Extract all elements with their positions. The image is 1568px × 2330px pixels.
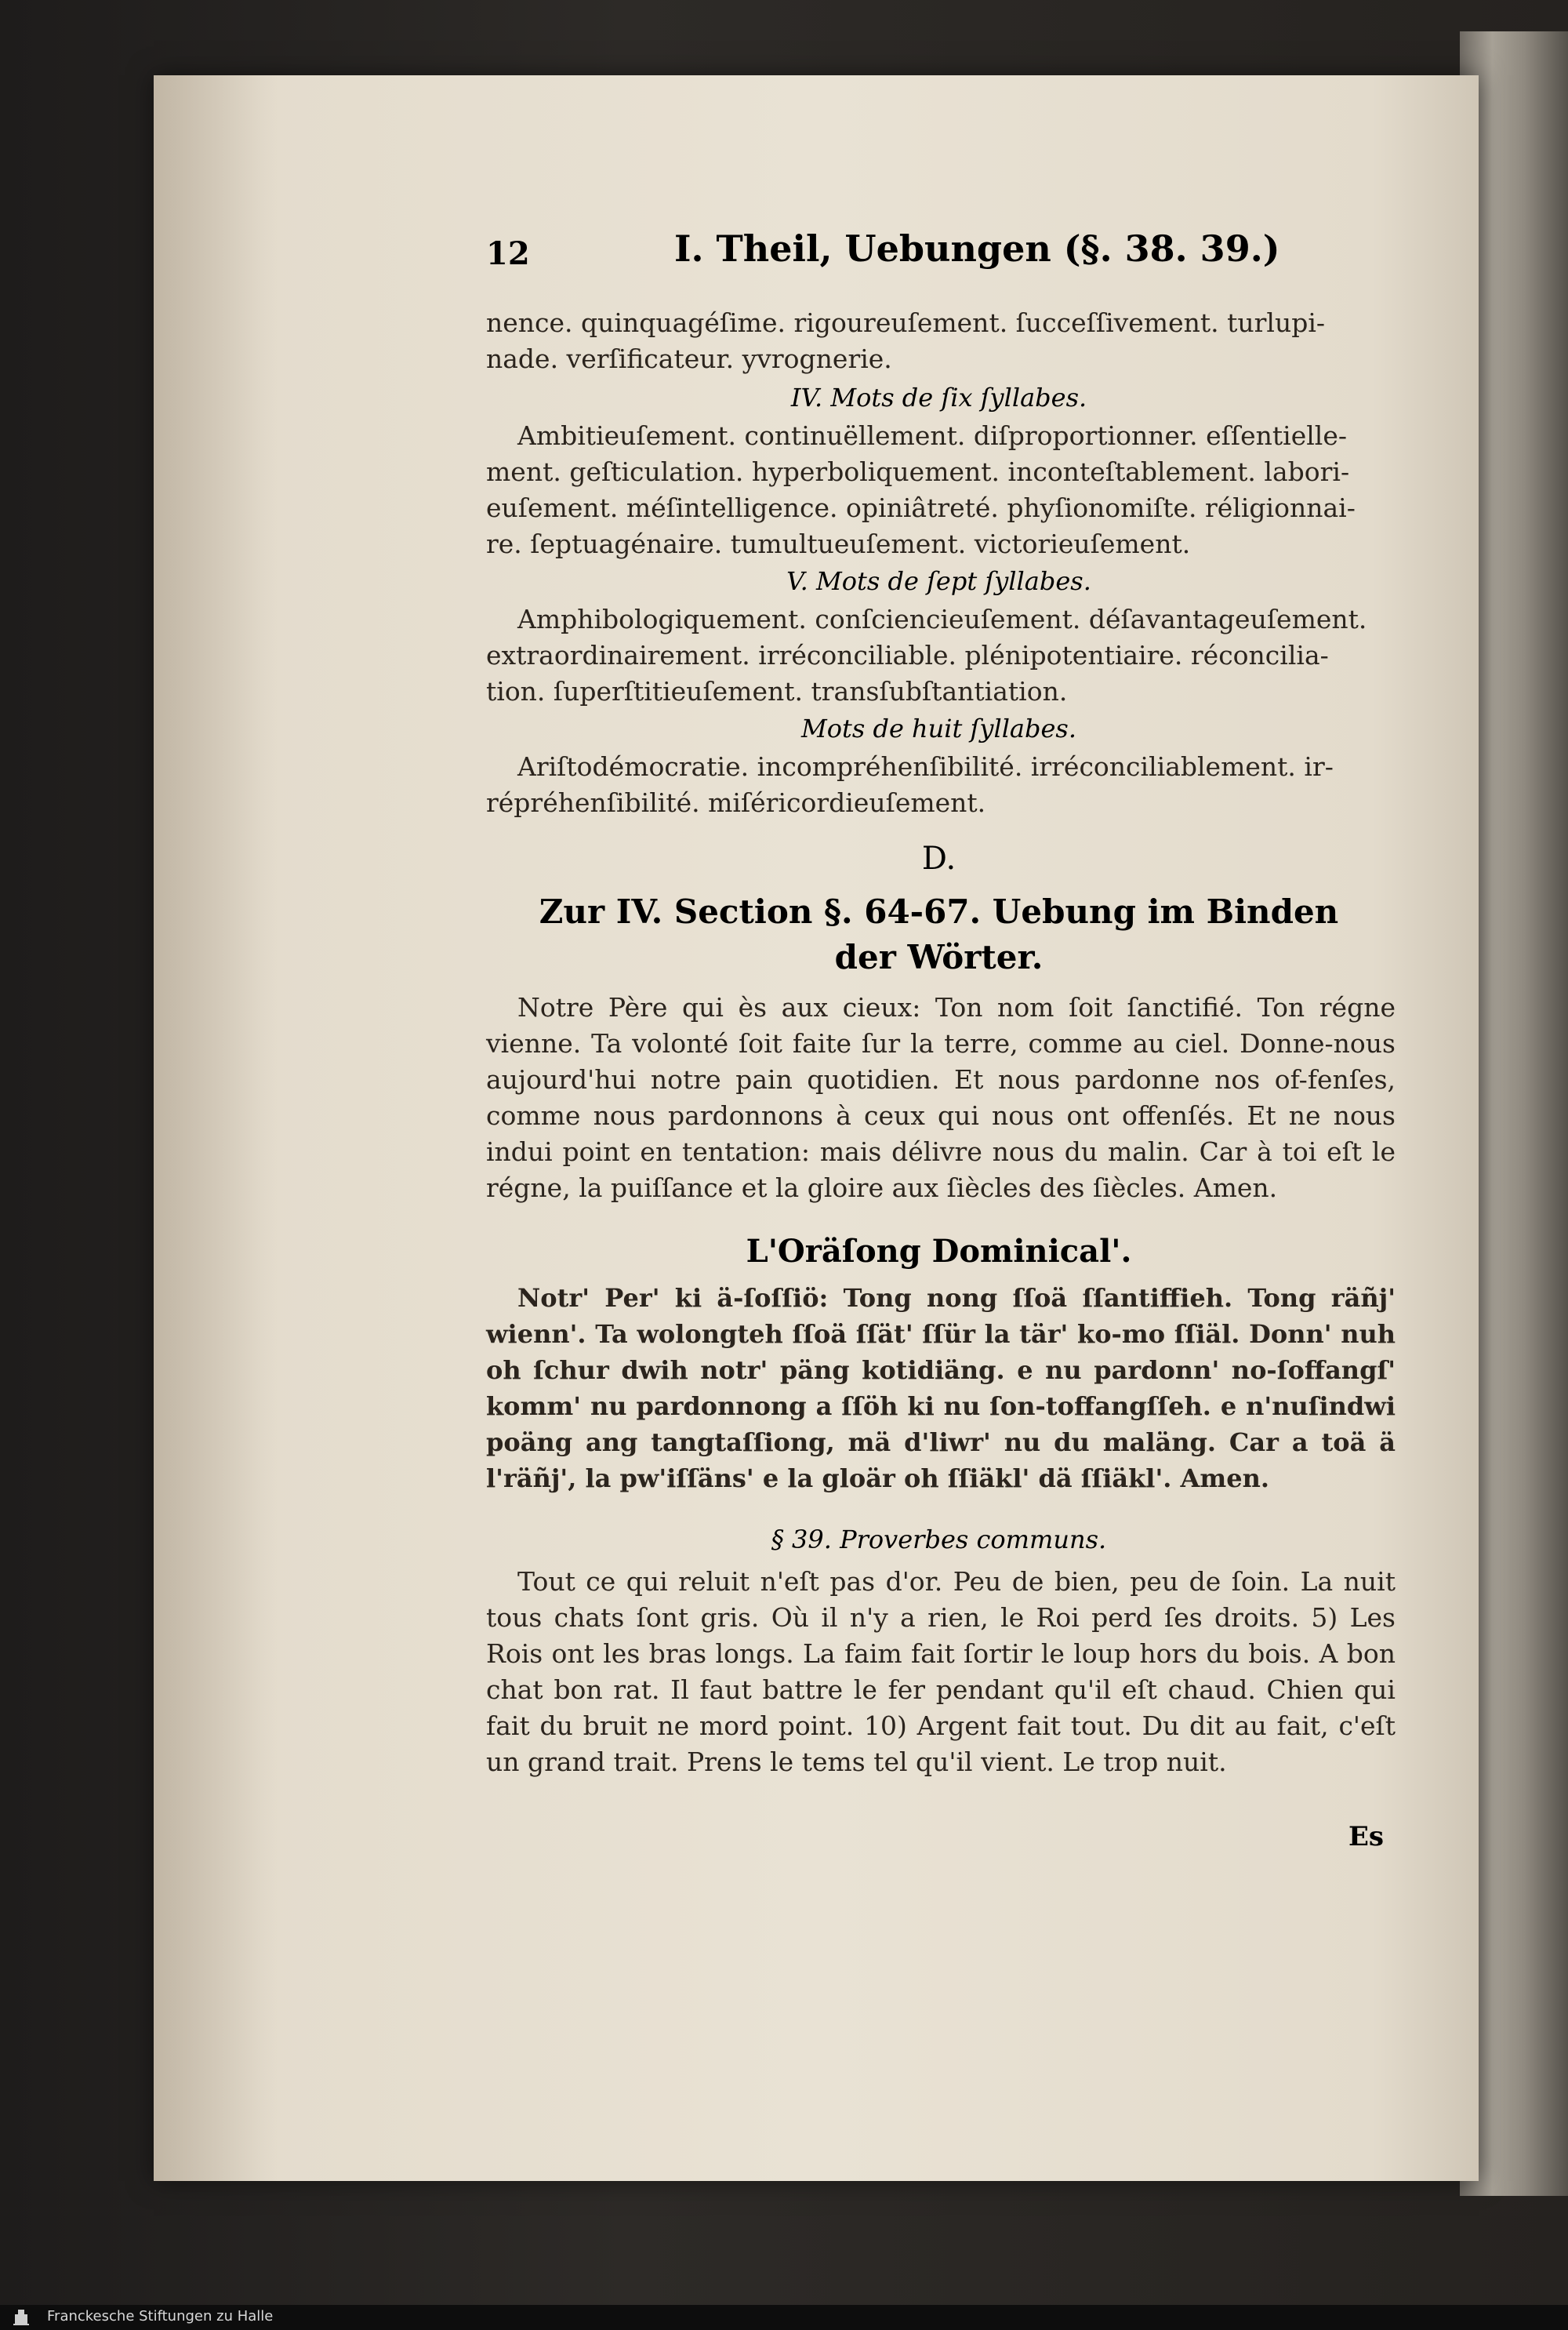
- section-letter: D.: [921, 841, 956, 877]
- lords-prayer-transcription: Notr' Per' ki ä-ſoſſiö: Tong nong ſſoä ſſantiffieh. Tong räñj' wienn'. Ta wolongteh ſſoä ſſät' ſſür la tär' ko-mo ſſiäl. Donn' nuh oh ſchur dwih notr' päng kotidiäng. e nu pardonn' no-ſoffangſ' komm' nu pardonnong a ſſöh ki nu ſon-toffangſſeh. e n'nuſindwi poäng ang tangtaſſiong, mä d'liwr' nu du maläng. Car a toä ä l'räñj', la pw'iſſäns' e la gloär oh ſſiäkl' dä ſſiäkl'. Amen.: [486, 1283, 1396, 1493]
- running-title: I. Theil, Uebungen (§. 38. 39.): [674, 227, 1280, 270]
- page-number: 12: [486, 235, 530, 272]
- lords-prayer-french: Notre Père qui ès aux cieux: Ton nom ſoit ſanctifié. Ton régne vienne. Ta volonté ſoit faite ſur la terre, comme au ciel. Donne-nous aujourd'hui notre pain quotidien. Et nous pardonne nos of-fenſes, comme nous pardonnons à ceux qui nous ont offenſés. Et ne nous indui point en tentation: mais délivre nous du malin. Car à toi eſt le régne, la puiſſance et la gloire aux ſiècles des ſiècles. Amen.: [486, 992, 1396, 1203]
- section-39-heading: § 39. Proverbes communs.: [771, 1525, 1107, 1554]
- text-line: euſement. méſintelligence. opiniâtreté. phyſionomiſte. réligionnai-: [486, 493, 1356, 523]
- text-line: nence. quinquagéſime. rigoureuſement. ſucceſſivement. turlupi-: [486, 307, 1326, 338]
- text-line: re. ſeptuagénaire. tumultueuſement. victorieuſement.: [486, 529, 1191, 559]
- text-line: Ariſtodémocratie. incompréhenſibilité. irréconciliablement. ir-: [517, 751, 1334, 782]
- transcription-title: L'Oräſong Dominical'.: [746, 1233, 1132, 1270]
- text-line: ment. geſticulation. hyperboliquement. inconteſtablement. labori-: [486, 456, 1350, 487]
- text-line: Ambitieuſement. continuëllement. diſproportionner. eſſentielle-: [517, 420, 1348, 451]
- text-line: tion. ſuperſtitieuſement. transſubſtantiation.: [486, 676, 1068, 707]
- proverbs-text: Tout ce qui reluit n'eſt pas d'or. Peu de bien, peu de ſoin. La nuit tous chats ſont gris. Où il n'y a rien, le Roi perd ſes droits. 5) Les Rois ont les bras longs. La faim fait ſortir le loup hors du bois. A bon chat bon rat. Il faut battre le fer pendant qu'il eſt chaud. Chien qui fait du bruit ne mord point. 10) Argent fait tout. Du dit au fait, c'eſt un grand trait. Prens le tems tel qu'il vient. Le trop nuit.: [486, 1566, 1396, 1777]
- catchword: Es: [1348, 1821, 1385, 1852]
- footer-institution: Franckesche Stiftungen zu Halle: [47, 2308, 274, 2325]
- subsection-heading-v: V. Mots de ſept ſyllabes.: [786, 566, 1091, 596]
- section-title-line2: der Wörter.: [834, 938, 1044, 976]
- institution-logo-icon: [11, 2308, 31, 2327]
- subsection-heading-vi: Mots de huit ſyllabes.: [800, 714, 1077, 743]
- footer-bar: [0, 2305, 1568, 2330]
- text-line: répréhenſibilité. miſéricordieuſement.: [486, 787, 986, 818]
- text-line: extraordinairement. irréconciliable. plénipotentiaire. réconcilia-: [486, 640, 1329, 671]
- text-line: Amphibologiquement. conſciencieuſement. déſavantageuſement.: [517, 604, 1367, 634]
- text-line: nade. verſificateur. yvrognerie.: [486, 344, 892, 374]
- subsection-heading-iv: IV. Mots de ſix ſyllabes.: [790, 383, 1087, 413]
- section-title-line1: Zur IV. Section §. 64-67. Uebung im Binden: [539, 892, 1339, 931]
